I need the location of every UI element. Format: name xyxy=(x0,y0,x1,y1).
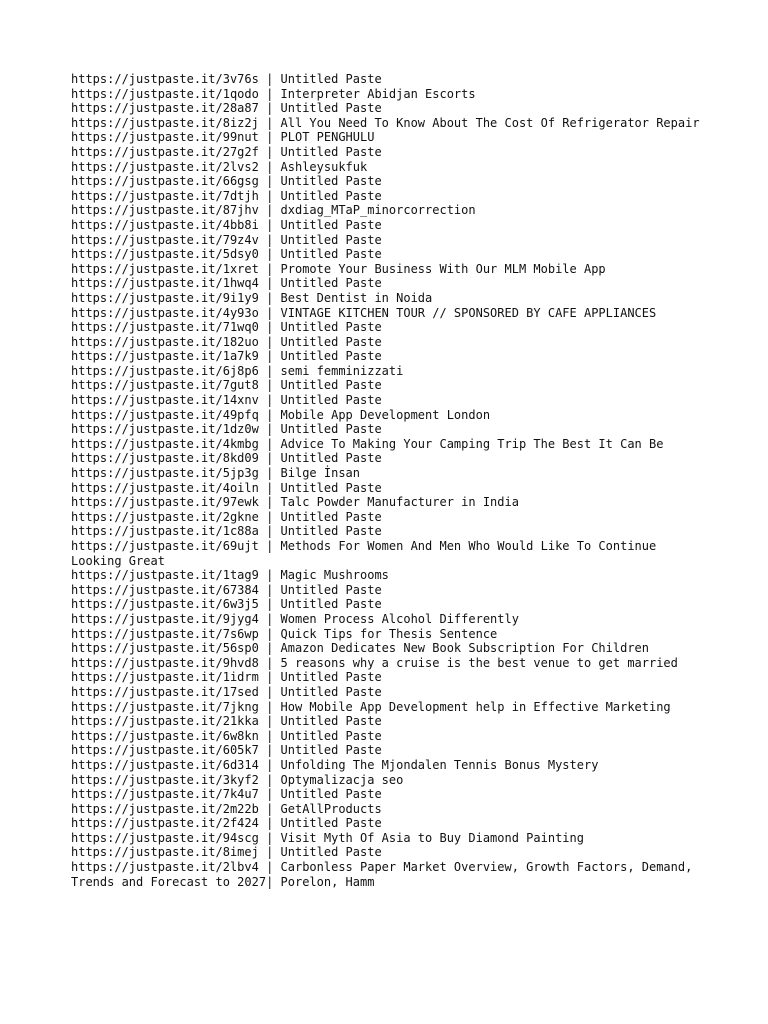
paste-url[interactable]: https://justpaste.it/1c88a xyxy=(71,524,259,539)
paste-url[interactable]: https://justpaste.it/6j8p6 xyxy=(71,363,259,378)
paste-entry xyxy=(71,437,711,452)
separator: | xyxy=(258,611,281,626)
paste-entry xyxy=(71,393,711,408)
separator: | xyxy=(258,436,281,451)
paste-title: VINTAGE KITCHEN TOUR // SPONSORED BY CAFE APPLIANCES xyxy=(280,305,657,320)
separator: | xyxy=(258,115,281,130)
paste-url[interactable]: https://justpaste.it/87jhv xyxy=(71,203,259,218)
paste-title: Untitled Paste xyxy=(280,144,382,159)
separator: | xyxy=(258,363,281,378)
paste-title: Untitled Paste xyxy=(280,72,382,86)
paste-title: Untitled Paste xyxy=(280,320,382,335)
paste-title: Methods For Women And Men Who Would Like To Continue Looking Great xyxy=(71,539,664,568)
paste-url[interactable]: https://justpaste.it/8imej xyxy=(71,845,259,860)
paste-entry xyxy=(71,568,711,583)
paste-entry xyxy=(71,787,711,802)
paste-link-list xyxy=(71,72,711,889)
paste-url[interactable]: https://justpaste.it/4oiln xyxy=(71,480,259,495)
paste-url[interactable]: https://justpaste.it/4kmbg xyxy=(71,436,259,451)
paste-entry xyxy=(71,422,711,437)
paste-url[interactable]: https://justpaste.it/14xnv xyxy=(71,393,259,408)
paste-entry xyxy=(71,612,711,627)
separator: | xyxy=(258,728,281,743)
paste-title: Untitled Paste xyxy=(280,845,382,860)
paste-entry xyxy=(71,349,711,364)
separator: | xyxy=(258,684,281,699)
separator: | xyxy=(258,101,281,116)
separator: | xyxy=(258,466,281,481)
paste-title: Mobile App Development London xyxy=(280,407,491,422)
paste-entry xyxy=(71,145,711,160)
separator: | xyxy=(258,247,281,262)
separator: | xyxy=(258,772,281,787)
separator: | xyxy=(258,641,281,656)
paste-title: Untitled Paste xyxy=(280,276,382,291)
paste-entry xyxy=(71,816,711,831)
paste-entry xyxy=(71,845,711,860)
paste-url[interactable]: https://justpaste.it/1tag9 xyxy=(71,568,259,583)
paste-url[interactable]: https://justpaste.it/27g2f xyxy=(71,144,259,159)
paste-entry xyxy=(71,189,711,204)
paste-title: Untitled Paste xyxy=(280,582,382,597)
paste-title: Advice To Making Your Camping Trip The Best It Can Be xyxy=(280,436,664,451)
paste-url[interactable]: https://justpaste.it/1qodo xyxy=(71,86,259,101)
separator: | xyxy=(258,582,281,597)
separator: | xyxy=(258,261,281,276)
paste-url[interactable]: https://justpaste.it/9i1y9 xyxy=(71,290,259,305)
paste-url[interactable]: https://justpaste.it/8kd09 xyxy=(71,451,259,466)
separator: | xyxy=(258,830,281,845)
paste-url[interactable]: https://justpaste.it/1xret xyxy=(71,261,259,276)
paste-title: Women Process Alcohol Differently xyxy=(280,611,519,626)
paste-url[interactable]: https://justpaste.it/79z4v xyxy=(71,232,259,247)
paste-title: Untitled Paste xyxy=(280,247,382,262)
separator: | xyxy=(258,699,281,714)
paste-url[interactable]: https://justpaste.it/2gkne xyxy=(71,509,259,524)
paste-url[interactable]: https://justpaste.it/56sp0 xyxy=(71,641,259,656)
paste-url[interactable]: https://justpaste.it/21kka xyxy=(71,714,259,729)
separator: | xyxy=(258,757,281,772)
paste-title: GetAllProducts xyxy=(280,801,382,816)
paste-entry xyxy=(71,262,711,277)
paste-url[interactable]: https://justpaste.it/5jp3g xyxy=(71,466,259,481)
separator: | xyxy=(258,144,281,159)
paste-title: All You Need To Know About The Cost Of Refrigerator Repair xyxy=(280,115,700,130)
paste-title: Untitled Paste xyxy=(280,816,382,831)
paste-url[interactable]: https://justpaste.it/67384 xyxy=(71,582,259,597)
paste-url[interactable]: https://justpaste.it/71wq0 xyxy=(71,320,259,335)
paste-title: Interpreter Abidjan Escorts xyxy=(280,86,476,101)
paste-entry xyxy=(71,758,711,773)
paste-entry xyxy=(71,773,711,788)
paste-url[interactable]: https://justpaste.it/2m22b xyxy=(71,801,259,816)
paste-url[interactable]: https://justpaste.it/2f424 xyxy=(71,816,259,831)
paste-title: Untitled Paste xyxy=(280,597,382,612)
paste-entry xyxy=(71,247,711,262)
paste-title: Untitled Paste xyxy=(280,451,382,466)
paste-title: Optymalizacja seo xyxy=(280,772,404,787)
separator: | xyxy=(258,480,281,495)
separator: | xyxy=(258,816,281,831)
paste-entry xyxy=(71,364,711,379)
paste-url[interactable]: https://justpaste.it/4y93o xyxy=(71,305,259,320)
separator: | xyxy=(258,509,281,524)
paste-url[interactable]: https://justpaste.it/6w3j5 xyxy=(71,597,259,612)
paste-url[interactable]: https://justpaste.it/1a7k9 xyxy=(71,349,259,364)
paste-title: Magic Mushrooms xyxy=(280,568,389,583)
paste-url[interactable]: https://justpaste.it/9hvd8 xyxy=(71,655,259,670)
paste-entry xyxy=(71,408,711,423)
separator: | xyxy=(258,305,281,320)
separator: | xyxy=(258,320,281,335)
separator: | xyxy=(258,801,281,816)
paste-title: Carbonless Paper Market Overview, Growth Factors, Demand, Trends and Forecast to 2027| Porelon, Hamm xyxy=(71,860,700,889)
separator: | xyxy=(258,451,281,466)
paste-title: Untitled Paste xyxy=(280,684,382,699)
paste-title: Quick Tips for Thesis Sentence xyxy=(280,626,498,641)
paste-entry xyxy=(71,451,711,466)
paste-entry xyxy=(71,831,711,846)
paste-url[interactable]: https://justpaste.it/94scg xyxy=(71,830,259,845)
paste-url[interactable]: https://justpaste.it/1hwq4 xyxy=(71,276,259,291)
paste-entry xyxy=(71,860,711,889)
paste-title: Unfolding The Mjondalen Tennis Bonus Mystery xyxy=(280,757,599,772)
paste-title: Visit Myth Of Asia to Buy Diamond Painting xyxy=(280,830,584,845)
paste-entry xyxy=(71,466,711,481)
paste-entry xyxy=(71,218,711,233)
paste-title: dxdiag_MTaP_minorcorrection xyxy=(280,203,476,218)
paste-url[interactable]: https://justpaste.it/1dz0w xyxy=(71,422,259,437)
paste-title: Untitled Paste xyxy=(280,480,382,495)
paste-entry xyxy=(71,510,711,525)
paste-entry xyxy=(71,378,711,393)
paste-title: Untitled Paste xyxy=(280,393,382,408)
separator: | xyxy=(258,130,281,145)
separator: | xyxy=(258,72,281,86)
separator: | xyxy=(258,407,281,422)
paste-title: Untitled Paste xyxy=(280,188,382,203)
paste-entry xyxy=(71,306,711,321)
paste-title: Untitled Paste xyxy=(280,349,382,364)
paste-title: Untitled Paste xyxy=(280,524,382,539)
paste-entry xyxy=(71,291,711,306)
paste-title: 5 reasons why a cruise is the best venue to get married xyxy=(280,655,678,670)
paste-entry xyxy=(71,174,711,189)
paste-title: Amazon Dedicates New Book Subscription For Children xyxy=(280,641,649,656)
separator: | xyxy=(258,217,281,232)
paste-entry xyxy=(71,627,711,642)
separator: | xyxy=(258,290,281,305)
paste-title: Untitled Paste xyxy=(280,787,382,802)
paste-url[interactable]: https://justpaste.it/7gut8 xyxy=(71,378,259,393)
paste-entry xyxy=(71,656,711,671)
paste-url[interactable]: https://justpaste.it/17sed xyxy=(71,684,259,699)
paste-url[interactable]: https://justpaste.it/3kyf2 xyxy=(71,772,259,787)
separator: | xyxy=(258,378,281,393)
paste-entry xyxy=(71,583,711,598)
paste-url[interactable]: https://justpaste.it/6w8kn xyxy=(71,728,259,743)
paste-entry xyxy=(71,700,711,715)
paste-title: Untitled Paste xyxy=(280,174,382,189)
paste-entry xyxy=(71,524,711,539)
paste-url[interactable]: https://justpaste.it/9jyg4 xyxy=(71,611,259,626)
paste-entry xyxy=(71,87,711,102)
paste-title: Untitled Paste xyxy=(280,728,382,743)
paste-url[interactable]: https://justpaste.it/5dsy0 xyxy=(71,247,259,262)
separator: | xyxy=(258,787,281,802)
paste-entry xyxy=(71,72,711,87)
paste-url[interactable]: https://justpaste.it/49pfq xyxy=(71,407,259,422)
paste-title: How Mobile App Development help in Effective Marketing xyxy=(280,699,671,714)
paste-entry xyxy=(71,670,711,685)
paste-url[interactable]: https://justpaste.it/7dtjh xyxy=(71,188,259,203)
document-page xyxy=(71,72,711,889)
separator: | xyxy=(258,334,281,349)
paste-url[interactable]: https://justpaste.it/7k4u7 xyxy=(71,787,259,802)
paste-entry xyxy=(71,203,711,218)
paste-entry xyxy=(71,597,711,612)
paste-title: Untitled Paste xyxy=(280,509,382,524)
paste-url[interactable]: https://justpaste.it/4bb8i xyxy=(71,217,259,232)
paste-url[interactable]: https://justpaste.it/66gsg xyxy=(71,174,259,189)
separator: | xyxy=(258,422,281,437)
paste-entry xyxy=(71,802,711,817)
separator: | xyxy=(258,714,281,729)
paste-entry xyxy=(71,641,711,656)
paste-url[interactable]: https://justpaste.it/2lbv4 xyxy=(71,860,259,875)
paste-entry xyxy=(71,495,711,510)
paste-url[interactable]: https://justpaste.it/605k7 xyxy=(71,743,259,758)
paste-url[interactable]: https://justpaste.it/28a87 xyxy=(71,101,259,116)
paste-title: Best Dentist in Noida xyxy=(280,290,433,305)
paste-entry xyxy=(71,320,711,335)
paste-url[interactable]: https://justpaste.it/1idrm xyxy=(71,670,259,685)
paste-url[interactable]: https://justpaste.it/8iz2j xyxy=(71,115,259,130)
separator: | xyxy=(258,655,281,670)
paste-entry xyxy=(71,276,711,291)
paste-url[interactable]: https://justpaste.it/182uo xyxy=(71,334,259,349)
paste-title: Untitled Paste xyxy=(280,101,382,116)
separator: | xyxy=(258,232,281,247)
separator: | xyxy=(258,188,281,203)
paste-entry xyxy=(71,729,711,744)
separator: | xyxy=(258,860,281,875)
paste-title: Untitled Paste xyxy=(280,714,382,729)
paste-title: Untitled Paste xyxy=(280,670,382,685)
paste-title: Talc Powder Manufacturer in India xyxy=(280,495,519,510)
paste-title: Untitled Paste xyxy=(280,217,382,232)
paste-entry xyxy=(71,335,711,350)
paste-title: PLOT PENGHULU xyxy=(280,130,375,145)
separator: | xyxy=(258,203,281,218)
paste-entry xyxy=(71,539,711,568)
paste-title: Bilge İnsan xyxy=(280,466,361,481)
paste-title: Untitled Paste xyxy=(280,334,382,349)
separator: | xyxy=(258,568,281,583)
paste-title: Ashleysukfuk xyxy=(280,159,368,174)
separator: | xyxy=(258,743,281,758)
separator: | xyxy=(258,276,281,291)
paste-url[interactable]: https://justpaste.it/99nut xyxy=(71,130,259,145)
separator: | xyxy=(258,495,281,510)
paste-title: Promote Your Business With Our MLM Mobile App xyxy=(280,261,606,276)
paste-url[interactable]: https://justpaste.it/97ewk xyxy=(71,495,259,510)
separator: | xyxy=(258,597,281,612)
paste-url[interactable]: https://justpaste.it/3v76s xyxy=(71,72,259,86)
paste-entry xyxy=(71,685,711,700)
paste-entry xyxy=(71,130,711,145)
paste-url[interactable]: https://justpaste.it/69ujt xyxy=(71,539,259,553)
separator: | xyxy=(258,159,281,174)
separator: | xyxy=(258,86,281,101)
paste-url[interactable]: https://justpaste.it/7s6wp xyxy=(71,626,259,641)
paste-title: Untitled Paste xyxy=(280,743,382,758)
separator: | xyxy=(258,845,281,860)
separator: | xyxy=(258,174,281,189)
separator: | xyxy=(258,539,281,553)
paste-entry xyxy=(71,160,711,175)
paste-entry xyxy=(71,743,711,758)
separator: | xyxy=(258,349,281,364)
paste-title: Untitled Paste xyxy=(280,422,382,437)
paste-url[interactable]: https://justpaste.it/2lvs2 xyxy=(71,159,259,174)
paste-entry xyxy=(71,481,711,496)
separator: | xyxy=(258,524,281,539)
separator: | xyxy=(258,670,281,685)
paste-title: Untitled Paste xyxy=(280,378,382,393)
paste-title: Untitled Paste xyxy=(280,232,382,247)
paste-entry xyxy=(71,101,711,116)
paste-url[interactable]: https://justpaste.it/6d314 xyxy=(71,757,259,772)
paste-entry xyxy=(71,116,711,131)
separator: | xyxy=(258,393,281,408)
paste-title: semi femminizzati xyxy=(280,363,404,378)
paste-entry xyxy=(71,233,711,248)
paste-entry xyxy=(71,714,711,729)
separator: | xyxy=(258,626,281,641)
paste-url[interactable]: https://justpaste.it/7jkng xyxy=(71,699,259,714)
